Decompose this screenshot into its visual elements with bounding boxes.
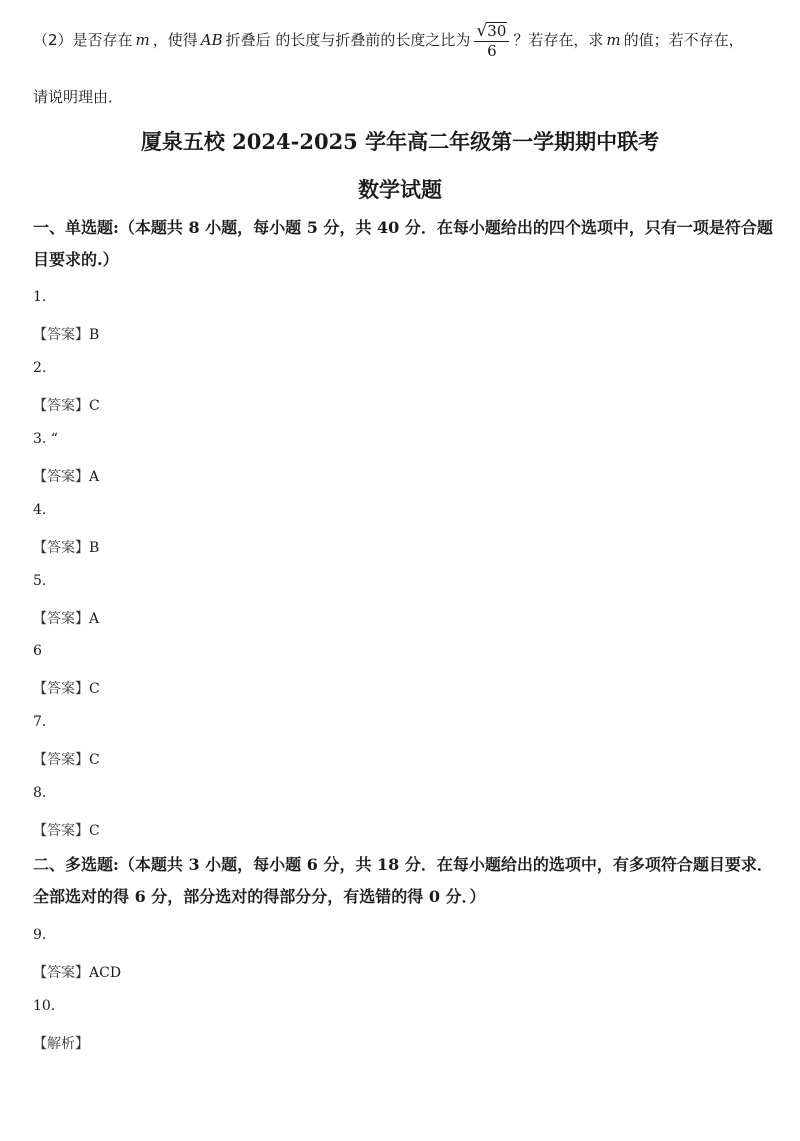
fraction-sqrt30-over-6 xyxy=(474,22,509,59)
question-number-3: 3. “ xyxy=(33,431,58,447)
answer-row-8 xyxy=(33,820,100,840)
answer-label: 【答案】 xyxy=(33,752,89,768)
sqrt-radicand: 30 xyxy=(487,22,507,40)
question-number-7: 7. xyxy=(33,714,47,730)
fraction-denominator: 6 xyxy=(487,41,497,60)
fraction-numerator xyxy=(474,22,509,42)
answer-row-1 xyxy=(33,324,99,344)
variable-ab: AB xyxy=(200,30,223,49)
answer-value: C xyxy=(89,823,100,839)
sqrt-icon: √ xyxy=(476,20,488,41)
answer-label: 【答案】 xyxy=(33,681,89,697)
answer-label: 【答案】 xyxy=(33,965,89,981)
answer-value: C xyxy=(89,681,100,697)
question-line-1 xyxy=(33,22,744,59)
section-heading-single-choice: 一、单选题:（本题共 8 小题，每小题 5 分，共 40 分．在每小题给出的四个选项中，只有一项是符合题目要求的.） xyxy=(33,218,773,269)
answer-row-4 xyxy=(33,537,99,557)
question-line-2: 请说明理由． xyxy=(33,88,124,106)
answer-row-3 xyxy=(33,466,99,486)
question-number-4: 4. xyxy=(33,502,47,518)
answer-value: A xyxy=(89,611,100,627)
intro-prefix: （2）是否存在 xyxy=(33,30,133,49)
intro-suffix: 的值；若不存在， xyxy=(623,30,744,49)
answer-value: B xyxy=(89,540,100,556)
answer-label: 【答案】 xyxy=(33,540,89,556)
answer-value: C xyxy=(89,752,100,768)
answer-label: 【答案】 xyxy=(33,469,89,485)
answer-value: B xyxy=(89,327,100,343)
question-number-2: 2. xyxy=(33,360,47,376)
analysis-label: 【解析】 xyxy=(33,1036,89,1052)
intro-mid-2: 折叠后 的长度与折叠前的长度之比为 xyxy=(225,30,471,49)
exam-subtitle: 数学试题 xyxy=(358,177,442,202)
question-number-8: 8. xyxy=(33,785,47,801)
answer-label: 【答案】 xyxy=(33,823,89,839)
answer-row-2 xyxy=(33,395,100,415)
question-number-9: 9. xyxy=(33,927,47,943)
question-number-10: 10. xyxy=(33,998,56,1014)
question-number-1: 1. xyxy=(33,289,47,305)
variable-m: m xyxy=(135,30,150,49)
answer-row-9 xyxy=(33,962,121,982)
answer-row-7 xyxy=(33,749,100,769)
variable-m-2: m xyxy=(606,30,621,49)
answer-label: 【答案】 xyxy=(33,327,89,343)
question-number-6: 6 xyxy=(33,643,42,659)
answer-value: C xyxy=(89,398,100,414)
exam-title: 厦泉五校 2024-2025 学年高二年级第一学期期中联考 xyxy=(140,129,660,154)
question-number-5: 5. xyxy=(33,573,47,589)
analysis-row-10 xyxy=(33,1033,89,1053)
answer-value: ACD xyxy=(89,965,122,981)
intro-mid-1: ，使得 xyxy=(152,30,198,49)
answer-row-6 xyxy=(33,678,100,698)
intro-mid-3: ？若存在，求 xyxy=(513,30,604,49)
answer-value: A xyxy=(89,469,100,485)
answer-row-5 xyxy=(33,608,99,628)
answer-label: 【答案】 xyxy=(33,398,89,414)
answer-label: 【答案】 xyxy=(33,611,89,627)
section-heading-multiple-choice: 二、多选题:（本题共 3 小题，每小题 6 分，共 18 分．在每小题给出的选项中，有多项符合题目要求．全部选对的得 6 分，部分选对的得部分分，有选错的得 0 分．） xyxy=(33,855,773,906)
